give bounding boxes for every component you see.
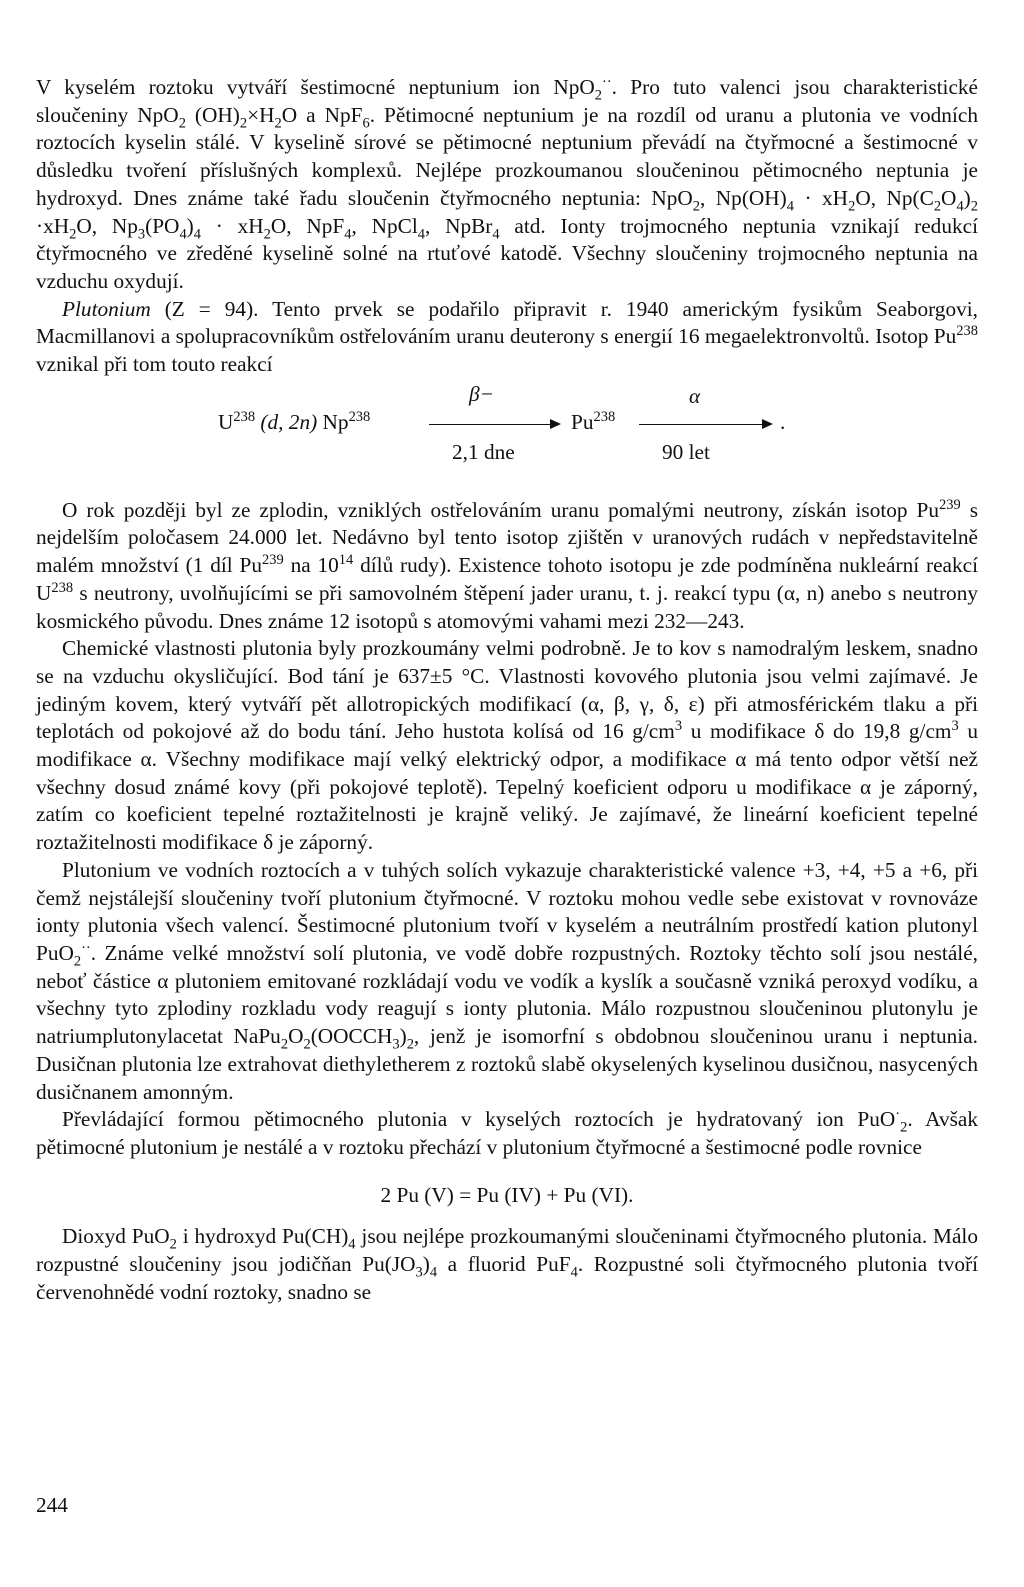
- beta-half-life: 2,1 dne: [452, 439, 515, 464]
- alpha-half-life: 90 let: [662, 439, 710, 464]
- disproportionation-equation: 2 Pu (V) = Pu (IV) + Pu (VI).: [380, 1182, 634, 1207]
- alpha-decay-arrow: [639, 424, 771, 425]
- paragraph-tetravalent-compounds: Dioxyd PuO$_2$ i hydroxyd $Pu(CH)_4$ jsou nejlépe prozkoumanými sloučeninami čtyřmocného plutonia. Málo rozpustné sloučeniny jsou jodičňan $Pu(JO_3)_4$ a fluorid PuF$_4$. Rozpustné soli čtyřmocného plutonia tvoří červenohnědé vodní roztoky, snadno se: [36, 1224, 978, 1304]
- paragraph-isotope-239: O rok později byl ze zplodin, vzniklých ostřelováním uranu pomalými neutrony, získán isotop Pu$^{239}$ s nejdelším poločasem 24.000 let. Nedávno byl tento isotop zjištěn v uranových rudách v nepředstavitelně malém množství (1 díl Pu$^{239}$ na $10^{14}$ dílů rudy). Existence tohoto isotopu je zde podmíněna nukleární reakcí $U^{238}$ s neutrony, uvolňujícími se při samovolném štěpení jader uranu, t. j. reakcí typu (α, n) anebo s neutrony kosmického původu. Dnes známe 12 isotopů s atomovými vahami mezi 232—243.: [36, 496, 978, 633]
- beta-decay-arrow: [429, 424, 559, 425]
- reaction-end-period: .: [780, 409, 786, 434]
- page-number: 244: [36, 1493, 68, 1517]
- reaction-formula: $U^{238}$ (d, 2n) Np$^{238}$: [218, 408, 371, 434]
- plutonium-238-symbol: Pu$^{238}$: [571, 408, 616, 434]
- page-body: [36, 74, 978, 1306]
- beta-decay-label: β−: [469, 381, 494, 406]
- paragraph-valences: Plutonium ve vodních roztocích a v tuhých solích vykazuje charakteristické valence +3, +4, +5 a +6, při čemž nejstálejší sloučeniny tvoří plutonium čtyřmocné. V roztoku mohou vedle sebe existovat v rovnováze ionty plutonia všech valencí. Šestimocné plutonium tvoří v kyselém a neutrálním prostředí kation plutonyl PuO$_2$··. Známe velké množství solí plutonia, ve vodě dobře rozpustných. Roztoky těchto solí jsou nestálé, neboť částice α plutoniem emitované rozkládají vodu ve vodík a kyslík a současně vzniká peroxyd vodíku, a všechny tyto zplodiny rozkladu vody reagují s ionty plutonia. Málo rozpustnou sloučeninou plutonylu je natriumplutonylacetat $NaPu_2O_2(OOCCH_3)_2$, jenž je isomorfní s obdobnou sloučeninou uranu i neptunia. Dusičnan plutonia lze extrahovat diethyletherem z roztoků slabě okyselených kyselinou dusičnou, nasycených dusičnanem amonným.: [36, 857, 979, 1104]
- paragraph-neptunium-valences: V kyselém roztoku vytváří šestimocné neptunium ion NpO$_2$··. Pro tuto valenci jsou charakteristické sloučeniny NpO$_2$ $(OH)_2\times H_2O$ a NpF$_6$. Pětimocné neptunium je na rozdíl od uranu a plutonia ve vodních roztocích kyselin stálé. V kyselině sírové se pětimocné neptunium převádí na čtyřmocné a šestimocné v důsledku tvoření příslušných komplexů. Nejlépe prozkoumanou sloučeninou pětimocného neptunia je hydroxyd. Dnes známe také řadu sloučenin čtyřmocného neptunia: NpO$_2$, $Np(OH)_4 \cdot xH_2O$, $Np(C_2O_4)_2 \cdot xH_2O$, $Np_3(PO_4)_4 \cdot xH_2O$, NpF$_4$, NpCl$_4$, NpBr$_4$ atd. Ionty trojmocného neptunia vznikají redukcí čtyřmocného ve zředěné kyselině solné na rtuťové katodě. Všechny sloučeniny trojmocného neptunia na vzduchu oxydují.: [36, 73, 978, 293]
- paragraph-plutonium-intro: Plutonium (Z = 94). Tento prvek se podařilo připravit r. 1940 americkým fysikům Seaborgovi, Macmillanovi a spolupracovníkům ostřelováním uranu deuterony s energií 16 megaelektronvoltů. Isotop Pu$^{238}$ vznikal při tom touto reakcí: [36, 296, 978, 377]
- paragraph-pentavalent: Převládající formou pětimocného plutonia v kyselých roztocích je hydratovaný ion PuO·$_2$. Avšak pětimocné plutonium je nestálé a v roztoku přechází v plutonium čtyřmocné a šestimocné podle rovnice: [36, 1106, 979, 1159]
- nuclear-reaction-scheme: [36, 379, 978, 497]
- paragraph-chemical-properties: Chemické vlastnosti plutonia byly prozkoumány velmi podrobně. Je to kov s namodralým leskem, snadno se na vzduchu okysličující. Bod tání je 637±5 °C. Vlastnosti kovového plutonia jsou velmi zajímavé. Je jediným kovem, který vytváří pět allotropických modifikací (α, β, γ, δ, ε) při atmosférickém tlaku a při teplotách od pokojové až do bodu tání. Jeho hustota kolísá od 16 $g/cm^3$ u modifikace δ do 19,8 $g/cm^3$ u modifikace α. Všechny modifikace mají velký elektrický odpor, a modifikace α má tento odpor větší než všechny dosud známé kovy (při pokojové teplotě). Tepelný koeficient odporu u modifikace α je záporný, zatím co koeficient tepelné roztažitelnosti je krajně veliký. Je zajímavé, že lineární koeficient tepelné roztažitelnosti modifikace δ je záporný.: [36, 636, 978, 855]
- alpha-decay-label: α: [689, 383, 701, 408]
